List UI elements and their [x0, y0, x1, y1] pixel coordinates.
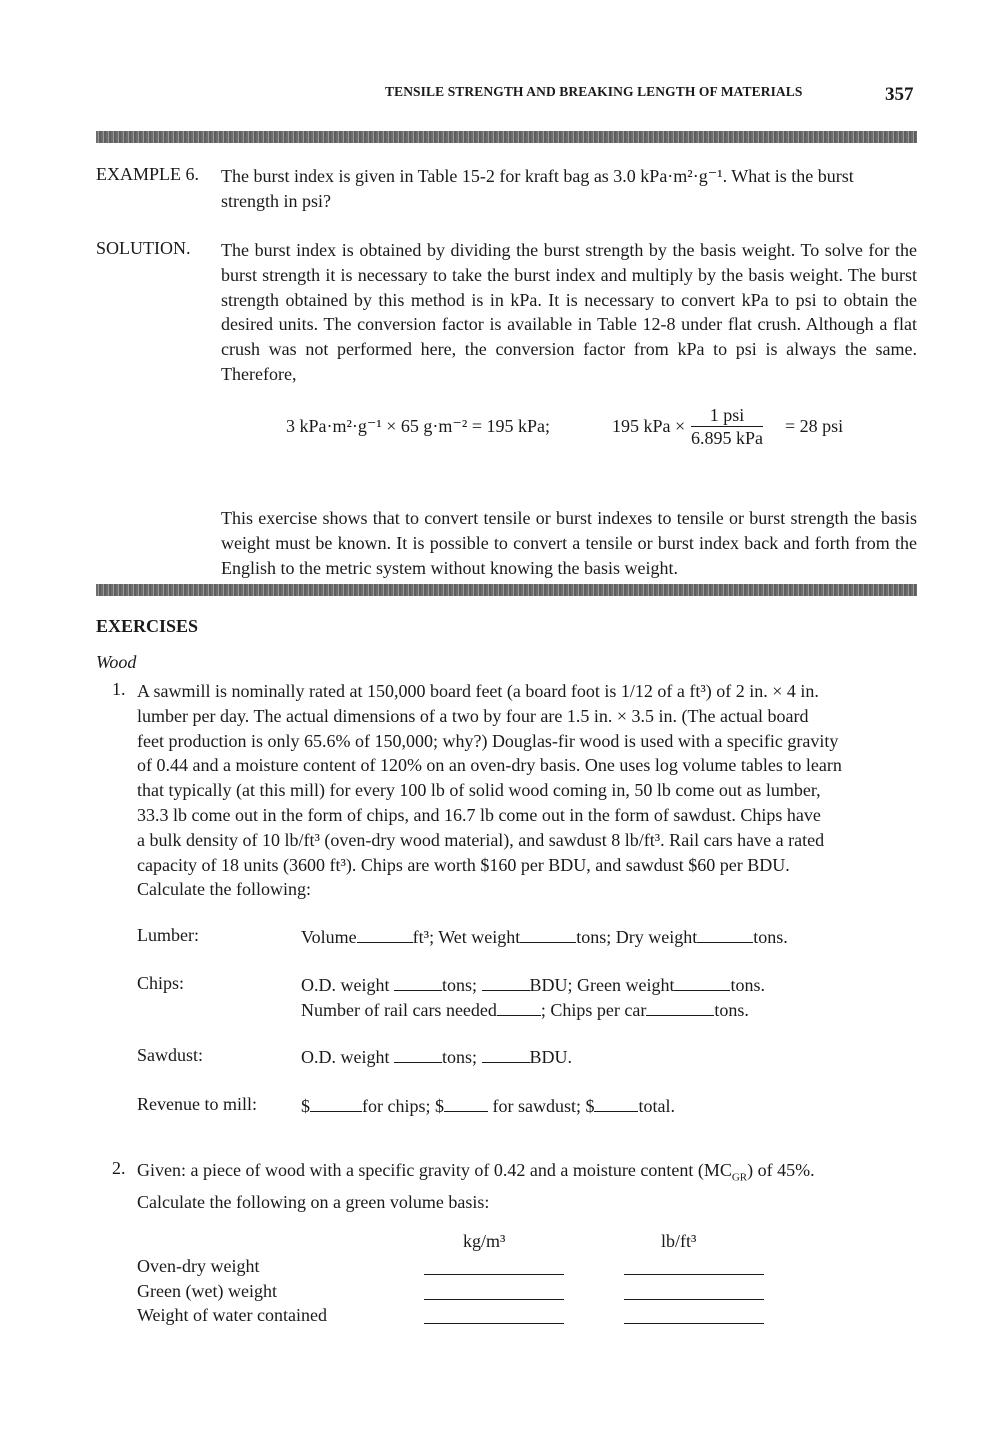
chips-bdu-blank[interactable]: [482, 974, 530, 991]
sawdust-label: Sawdust:: [137, 1045, 204, 1065]
ft3-text: ft³; Wet weight: [412, 927, 521, 947]
example-question: [221, 164, 917, 214]
equation-mid: 195 kPa ×: [612, 416, 686, 436]
top-divider-bar: [96, 131, 917, 143]
sawdust-bdu-blank[interactable]: [482, 1046, 530, 1063]
answer-line[interactable]: [424, 1323, 564, 1324]
chips-od-weight-blank[interactable]: [394, 974, 442, 991]
od-weight-text: O.D. weight: [301, 1047, 390, 1067]
exercise-1-line: feet production is only 65.6% of 150,000; why?) Douglas-fir wood is used with a specific gravity: [137, 730, 839, 751]
running-title: TENSILE STRENGTH AND BREAKING LENGTH OF MATERIALS: [385, 84, 803, 99]
table-labels: [137, 1254, 327, 1328]
row-oven-dry-weight: Oven-dry weight: [137, 1256, 260, 1276]
revenue-fields: [301, 1094, 675, 1119]
column-header-kg-m3: kg/m³: [463, 1231, 506, 1251]
tons-end-text: tons.: [753, 927, 788, 947]
answer-line[interactable]: [424, 1274, 564, 1275]
equation-right: = 28 psi: [785, 416, 844, 436]
exercise-1-line: capacity of 18 units (3600 ft³). Chips are worth $160 per BDU, and sawdust $60 per BDU.: [137, 854, 790, 875]
exercises-title: EXERCISES: [96, 616, 199, 636]
dollar-text: $: [585, 1096, 595, 1116]
solution-label: SOLUTION.: [96, 238, 191, 258]
lumber-dry-weight-blank[interactable]: [697, 926, 753, 943]
column-header-lb-ft3: lb/ft³: [661, 1231, 697, 1251]
answer-line[interactable]: [424, 1299, 564, 1300]
revenue-sawdust-blank[interactable]: [444, 1095, 488, 1112]
volume-text: Volume: [301, 927, 357, 947]
exercise-1-line: A sawmill is nominally rated at 150,000 board feet (a board foot is 1/12 of a ft³) of 2 in. × 4 in.: [137, 681, 819, 701]
lumber-wet-weight-blank[interactable]: [520, 926, 576, 943]
tons-end-text: tons.: [714, 999, 749, 1020]
answer-line[interactable]: [624, 1323, 764, 1324]
tons-dry-text: tons; Dry weight: [576, 927, 698, 947]
row-green-weight: Green (wet) weight: [137, 1280, 277, 1301]
example-question-line1: The burst index is given in Table 15-2 for kraft bag as 3.0 kPa·m²·g⁻¹. What is the burst: [221, 166, 854, 186]
mc-subscript: GR: [731, 1171, 748, 1184]
exercise-1-line: Calculate the following:: [137, 879, 311, 900]
exercise-1-line: a bulk density of 10 lb/ft³ (oven-dry wood material), and sawdust 8 lb/ft³. Rail cars have a rated: [137, 829, 825, 850]
revenue-label: Revenue to mill:: [137, 1094, 257, 1114]
bottom-divider-bar: [96, 584, 917, 596]
chips-per-car-blank[interactable]: [646, 999, 714, 1016]
chips-fields: [301, 973, 765, 1023]
od-weight-text: O.D. weight: [301, 975, 390, 995]
lumber-label: Lumber:: [137, 925, 199, 945]
example-label: EXAMPLE 6.: [96, 164, 199, 184]
tons-semi-text: tons;: [442, 975, 478, 995]
exercise-1-line: of 0.44 and a moisture content of 120% on an oven-dry basis. One uses log volume tables to learn: [137, 755, 842, 776]
chips-label: Chips:: [137, 973, 185, 993]
dollar-text: $: [301, 1096, 310, 1116]
fraction-denominator: 6.895 kPa: [691, 428, 763, 448]
solution-text: The burst index is obtained by dividing the burst strength by the basis weight. To solve for the burst strength it is necessary to take the burst index and multiply by the basis weight. The burst strength obtained by this method is in kPa. It is necessary to convert kPa to psi to obtain the desired units. The conversion factor is available in Table 12-8 under flat crush. Although a flat crush was not performed here, the conversion factor from kPa to psi is always the same. Therefore,: [221, 240, 917, 384]
subsection-wood: Wood: [96, 652, 137, 672]
bdu-green-text: BDU; Green weight: [529, 975, 675, 995]
equation-left: 3 kPa·m²·g⁻¹ × 65 g·m⁻² = 195 kPa;: [286, 416, 550, 436]
lumber-volume-blank[interactable]: [357, 926, 413, 943]
exercise-2-line2: Calculate the following on a green volume basis:: [137, 1192, 490, 1213]
tons-end-text: tons.: [730, 975, 765, 995]
for-sawdust-text: for sawdust;: [492, 1096, 581, 1116]
dollar-text: $: [434, 1096, 444, 1116]
lumber-fields: [301, 925, 788, 950]
revenue-chips-blank[interactable]: [310, 1095, 362, 1112]
revenue-total-blank[interactable]: [594, 1095, 638, 1112]
exercise-1-line: 33.3 lb come out in the form of chips, and 16.7 lb come out in the form of sawdust. Chips have: [137, 804, 821, 825]
tons-semi-text: tons;: [442, 1047, 478, 1067]
rail-cars-blank[interactable]: [497, 999, 541, 1016]
exercise-2-text: [137, 1158, 917, 1215]
conversion-fraction: [691, 404, 763, 449]
exercise-1-line: lumber per day. The actual dimensions of a two by four are 1.5 in. × 3.5 in. (The actual board: [137, 705, 809, 726]
for-chips-text: for chips;: [362, 1096, 431, 1116]
chips-green-weight-blank[interactable]: [674, 974, 730, 991]
fraction-numerator: 1 psi: [691, 404, 763, 427]
exercise-2-line1: Given: a piece of wood with a specific gravity of 0.42 and a moisture content (MC: [137, 1160, 732, 1180]
total-text: total.: [638, 1096, 675, 1116]
chips-per-car-text: ; Chips per car: [540, 999, 647, 1020]
exercise-2-number: 2.: [112, 1158, 126, 1178]
row-water-weight: Weight of water contained: [137, 1305, 327, 1325]
example-question-line2: strength in psi?: [221, 190, 331, 211]
exercise-1-line: that typically (at this mill) for every 100 lb of solid wood coming in, 50 lb come out as lumber,: [137, 780, 821, 801]
answer-line[interactable]: [624, 1299, 764, 1300]
exercise-2-line1-end: ) of 45%.: [747, 1160, 815, 1180]
sawdust-fields: [301, 1045, 572, 1070]
exercise-1-number: 1.: [112, 679, 126, 699]
answer-line[interactable]: [624, 1274, 764, 1275]
sawdust-od-weight-blank[interactable]: [394, 1046, 442, 1063]
exercise-1-text: [137, 679, 917, 902]
rail-cars-text: Number of rail cars needed: [301, 999, 497, 1020]
solution-conclusion: This exercise shows that to convert tensile or burst indexes to tensile or burst strength the basis weight must be known. It is possible to convert a tensile or burst index back and forth from the English to the metric system without knowing the basis weight.: [221, 508, 917, 578]
page-number: 357: [885, 84, 914, 105]
bdu-end-text: BDU.: [529, 1047, 573, 1067]
